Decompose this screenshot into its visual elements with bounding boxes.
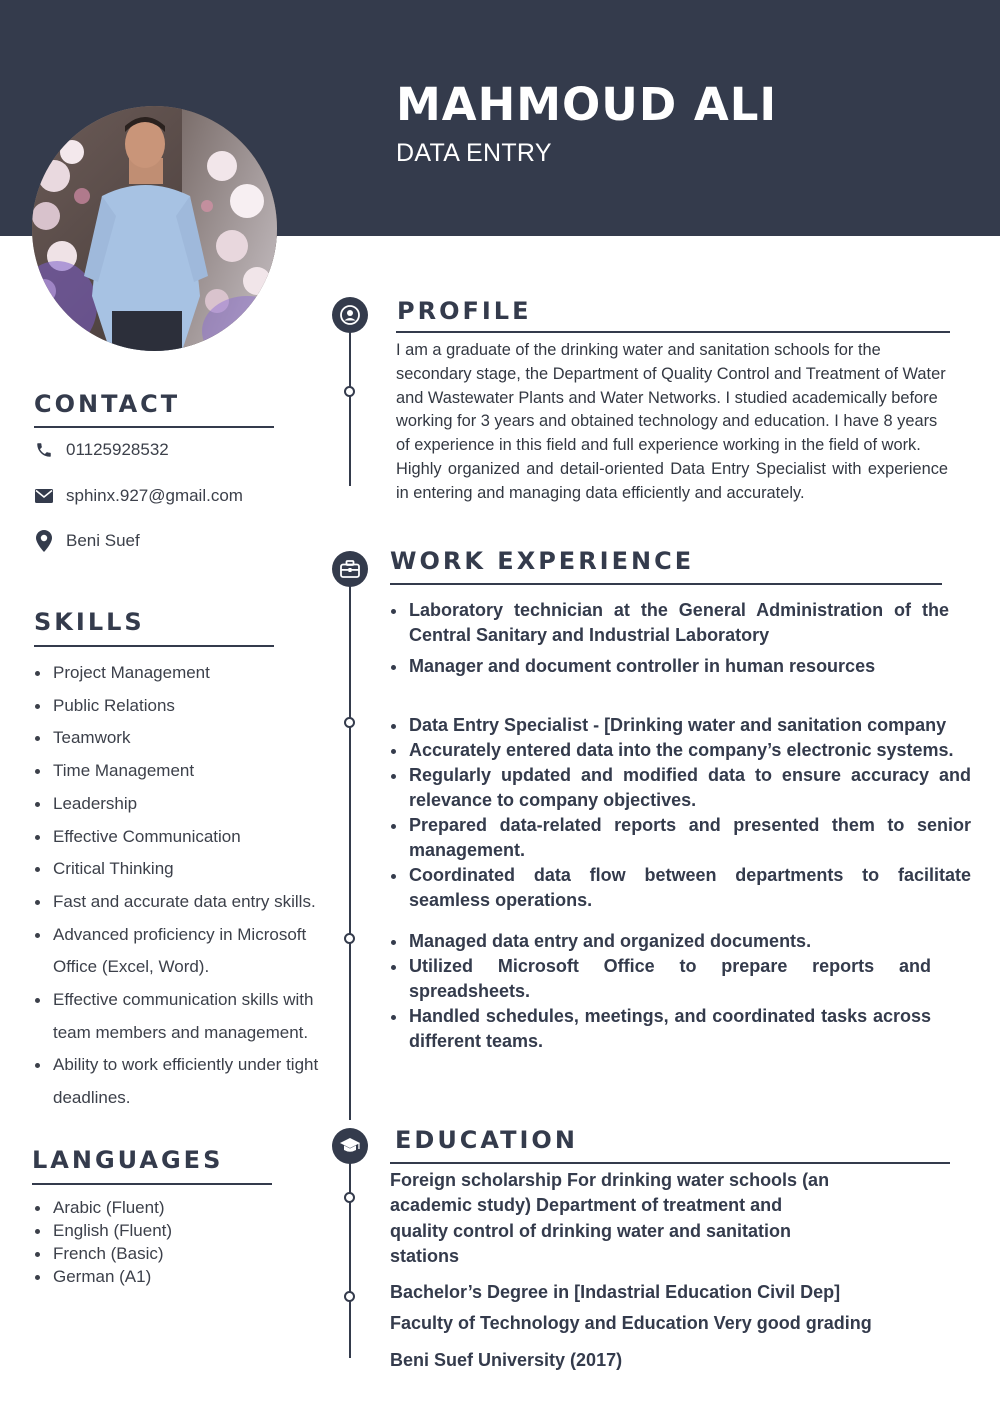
email-address: sphinx.927@gmail.com xyxy=(66,486,243,505)
phone-icon xyxy=(34,440,54,460)
work-item: Managed data entry and organized documents. xyxy=(389,929,931,954)
contact-divider xyxy=(34,426,274,428)
contact-title: CONTACT xyxy=(34,390,181,418)
education-divider xyxy=(390,1162,950,1164)
skill-item: Effective Communication xyxy=(34,821,334,854)
work-item: Regularly updated and modified data to ensure accuracy and relevance to company objectives. xyxy=(389,763,971,813)
timeline-dot xyxy=(344,933,355,944)
contact-email xyxy=(34,483,294,509)
timeline-dot xyxy=(344,386,355,397)
work-experience-title: WORK EXPERIENCE xyxy=(390,547,695,575)
skills-divider xyxy=(34,645,274,647)
location-pin-icon xyxy=(34,531,54,551)
languages-divider xyxy=(32,1183,272,1185)
work-list-office xyxy=(389,929,931,1054)
skills-title: SKILLS xyxy=(34,608,145,636)
languages-title: LANGUAGES xyxy=(32,1146,224,1174)
user-icon xyxy=(332,297,368,333)
job-title: DATA ENTRY xyxy=(396,139,552,167)
skill-item: Teamwork xyxy=(34,722,334,755)
skill-item: Leadership xyxy=(34,788,334,821)
profile-paragraph: Highly organized and detail-oriented Data Entry Specialist with experience in entering and managing data efficiently and accurately. xyxy=(396,459,948,502)
work-item: Data Entry Specialist - [Drinking water and sanitation company xyxy=(389,713,971,738)
education-scholarship: Foreign scholarship For drinking water schools (an academic study) Department of treatment and quality control of drinking water and sanitation stations xyxy=(390,1170,830,1266)
work-item: Utilized Microsoft Office to prepare reports and spreadsheets. xyxy=(389,954,931,1004)
language-item: Arabic (Fluent) xyxy=(34,1196,294,1219)
education-title: EDUCATION xyxy=(395,1126,578,1154)
envelope-icon xyxy=(34,486,54,506)
briefcase-icon xyxy=(332,551,368,587)
language-item: German (A1) xyxy=(34,1265,294,1288)
skill-item: Critical Thinking xyxy=(34,853,334,886)
education-degree: Bachelor’s Degree in [Indastrial Education Civil Dep] xyxy=(390,1282,841,1302)
skill-item: Time Management xyxy=(34,755,334,788)
education-faculty: Faculty of Technology and Education Very good grading xyxy=(390,1313,872,1333)
work-item: Coordinated data flow between departments to facilitate seamless operations. xyxy=(389,863,971,913)
skill-item: Public Relations xyxy=(34,690,334,723)
timeline-dot xyxy=(344,1291,355,1302)
profile-divider xyxy=(396,331,950,333)
profile-photo xyxy=(32,106,277,351)
timeline-line-profile xyxy=(349,318,351,486)
work-item: Accurately entered data into the company’s electronic systems. xyxy=(389,738,971,763)
work-item: Manager and document controller in human resources xyxy=(389,654,949,679)
language-item: English (Fluent) xyxy=(34,1219,294,1242)
work-list-data-entry xyxy=(389,713,971,913)
work-experience-divider xyxy=(390,583,942,585)
skill-item: Project Management xyxy=(34,657,334,690)
timeline-line-education xyxy=(349,1146,351,1358)
person-name: MAHMOUD ALI xyxy=(396,78,778,131)
skill-item: Advanced proficiency in Microsoft Office (Excel, Word). xyxy=(34,919,324,984)
phone-number: 01125928532 xyxy=(66,440,169,459)
contact-phone xyxy=(34,437,294,463)
work-item: Laboratory technician at the General Administration of the Central Sanitary and Industrial Laboratory xyxy=(389,598,949,648)
profile-paragraph: I am a graduate of the drinking water and sanitation schools for the secondary stage, the Department of Quality Control and Treatment of Water and Wastewater Plants and Water Networks. I studied academically before working for 3 years and obtained technology and education. I have 8 years of experience in this field and full experience working in the field of work. xyxy=(396,341,946,455)
work-item: Handled schedules, meetings, and coordinated tasks across different teams. xyxy=(389,1004,931,1054)
skill-item: Effective communication skills with team members and management. xyxy=(34,984,324,1049)
location-text: Beni Suef xyxy=(66,531,140,550)
profile-title: PROFILE xyxy=(397,297,532,325)
profile-summary xyxy=(396,339,948,506)
timeline-dot xyxy=(344,717,355,728)
work-item: Prepared data-related reports and presented them to senior management. xyxy=(389,813,971,863)
education-university: Beni Suef University (2017) xyxy=(390,1350,623,1370)
timeline-dot xyxy=(344,1192,355,1203)
skill-item: Ability to work efficiently under tight deadlines. xyxy=(34,1049,330,1114)
skill-item: Fast and accurate data entry skills. xyxy=(34,886,334,919)
graduation-cap-icon xyxy=(332,1128,368,1164)
timeline-line-work xyxy=(349,568,351,1120)
language-item: French (Basic) xyxy=(34,1242,294,1265)
contact-location xyxy=(34,528,294,554)
languages-list xyxy=(34,1196,294,1288)
skills-list xyxy=(34,657,334,1115)
work-list-positions xyxy=(389,598,949,679)
